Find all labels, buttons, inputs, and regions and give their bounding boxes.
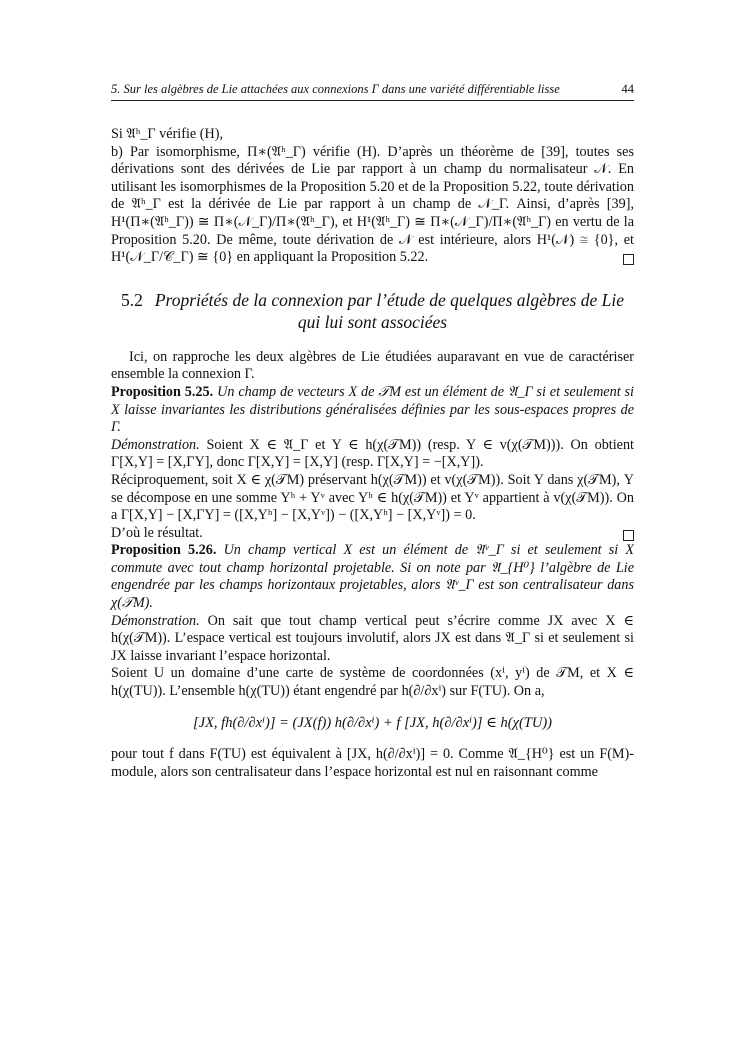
proposition-5-26-label: Proposition 5.26. xyxy=(111,542,217,559)
demonstration-1 xyxy=(111,437,634,472)
demonstration-1-label: Démonstration. xyxy=(111,436,200,453)
demonstration-2-part-2: Soient U un domaine d’une carte de système de coordonnées (xⁱ, yⁱ) de 𝒯M, et X ∈ h(χ(TU)). L’ensemble h(χ(TU)) étant engendré par h(∂/∂xⁱ) sur F(TU). On a, xyxy=(111,665,634,700)
demonstration-1-text: Soient X ∈ 𝔄_Γ et Y ∈ h(χ(𝒯M)) (resp. Y ∈ v(χ(𝒯M))). On obtient Γ[X,Y] = [X,ΓY], donc Γ[X,Y] = [X,Y] (resp. Γ[X,Y] = −[X,Y]). xyxy=(111,436,635,471)
proposition-5-25-text: Un champ de vecteurs X de 𝒯M est un élément de 𝔄_Γ si et seulement si X laisse invariantes les distributions généralisées définies par les sous-espaces propres de Γ. xyxy=(111,383,635,436)
paragraph-2-text: b) Par isomorphisme, Π∗(𝔄ʰ_Γ) vérifie (H). D’après un théorème de [39], toutes ses dérivations sont des dérivées de Lie par rapport à un champ du normalisateur 𝒩. En utilisant les isomorphismes de la Proposition 5.20 et de la Proposition 5.22, toute dérivation de 𝔄ʰ_Γ est la dérivée de Lie par rapport à un champ de 𝒩_Γ. Ainsi, d’après [39], H¹(Π∗(𝔄ʰ_Γ)) ≅ Π∗(𝒩_Γ)/Π∗(𝔄ʰ_Γ), et H¹(𝔄ʰ_Γ) ≅ Π∗(𝒩_Γ)/Π∗(𝔄ʰ_Γ) en vertu de la Proposition 5.20. De même, toute dérivation de 𝒩 est intérieure, alors H¹(𝒩) ≅ {0}, et H¹(𝒩_Γ/𝒞_Γ) ≅ {0} en appliquant la Proposition 5.22. xyxy=(111,143,634,266)
proposition-5-25-label: Proposition 5.25. xyxy=(111,383,214,400)
demonstration-1-end xyxy=(111,525,634,543)
page-number: 44 xyxy=(621,82,634,96)
paragraph-1: Si 𝔄ʰ_Γ vérifie (H), xyxy=(111,126,223,142)
display-equation: [JX, fh(∂/∂xⁱ)] = (JX(f)) h(∂/∂xⁱ) + f [JX, h(∂/∂xⁱ)] ∈ h(χ(TU)) xyxy=(193,714,552,731)
demonstration-2-text: On sait que tout champ vertical peut s’écrire comme JX avec X ∈ h(χ(𝒯M)). L’espace vertical est toujours involutif, alors JX est dans 𝔄_Γ si et seulement si JX laisse invariant l’espace horizontal. xyxy=(111,612,634,664)
section-heading xyxy=(111,289,634,333)
qed-icon xyxy=(623,530,634,541)
demonstration-2-part-3: pour tout f dans F(TU) est équivalent à [JX, h(∂/∂xⁱ)] = 0. Comme 𝔄_{H⁰} est un F(M)-module, alors son centralisateur dans l’espace horizontal est nul en raisonnant comme xyxy=(111,746,634,780)
demonstration-1-conclusion: D’où le résultat. xyxy=(111,524,203,541)
demonstration-1-part-2: Réciproquement, soit X ∈ χ(𝒯M) préservant h(χ(𝒯M)) et v(χ(𝒯M)). Soit Y dans χ(𝒯M), Y se décompose en une somme Yʰ + Yᵛ avec Yʰ ∈ h(χ(𝒯M)) et Yᵛ appartient à v(χ(𝒯M)). On a Γ[X,Y] − [X,ΓY] = ([X,Yʰ] − [X,Yᵛ]) − ([X,Yʰ] − [X,Yᵛ]) = 0. xyxy=(111,471,634,524)
intro-paragraph: Ici, on rapproche les deux algèbres de Lie étudiées auparavant en vue de caractériser ensemble la connexion Γ. xyxy=(111,348,634,383)
header-title: 5. Sur les algèbres de Lie attachées aux connexions Γ dans une variété différentiable lisse xyxy=(111,82,560,96)
proposition-5-26-text: Un champ vertical X est un élément de 𝔄ᵛ_Γ si et seulement si X commute avec tout champ horizontal projetable. Si on note par 𝔄_{H⁰} l’algèbre de Lie engendrée par les champs horizontaux projetables, alors 𝔄ᵛ_Γ est son centralisateur dans χ(𝒯M). xyxy=(111,542,635,612)
page-body xyxy=(111,126,634,781)
demonstration-2 xyxy=(111,613,634,666)
qed-icon xyxy=(623,254,634,265)
demonstration-2-label: Démonstration. xyxy=(111,612,200,629)
section-title: Propriétés de la connexion par l’étude de quelques algèbres de Lie qui lui sont associées xyxy=(154,289,625,332)
paragraph-2 xyxy=(111,144,634,267)
proposition-5-25 xyxy=(111,384,634,437)
section-number: 5.2 xyxy=(120,289,143,310)
proposition-5-26 xyxy=(111,542,634,612)
running-header xyxy=(111,82,634,101)
